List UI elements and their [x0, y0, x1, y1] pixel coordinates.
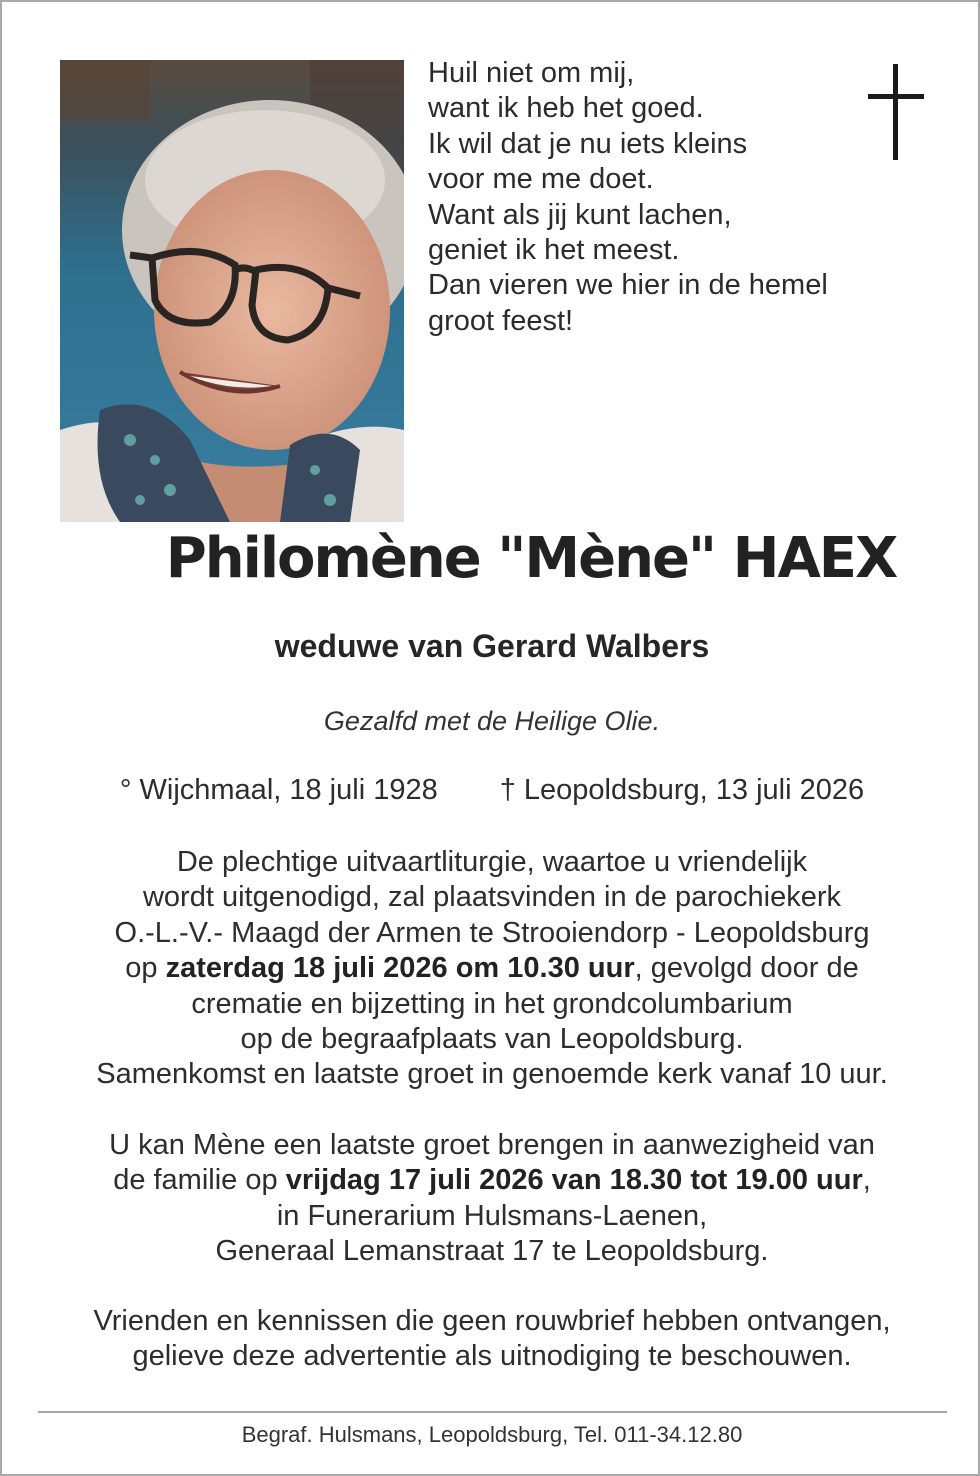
text-segment: de familie op: [113, 1164, 286, 1197]
text-line: Vrienden en kennissen die geen rouwbrief hebben ontvangen,: [93, 1305, 891, 1337]
text-line: gelieve deze advertentie als uitnodiging te beschouwen.: [132, 1340, 852, 1373]
widow-of: weduwe van Gerard Walbers: [274, 628, 710, 664]
text-line: wordt uitgenodigd, zal plaatsvinden in de parochiekerk: [142, 881, 842, 914]
portrait-photo: [60, 60, 404, 522]
text-line: op de begraafplaats van Leopoldsburg.: [240, 1023, 744, 1056]
undertaker-footer: Begraf. Hulsmans, Leopoldsburg, Tel. 011-34.12.80: [241, 1422, 743, 1447]
birth-date: ° Wijchmaal, 18 juli 1928: [119, 774, 438, 806]
text-line: in Funerarium Hulsmans-Laenen,: [276, 1199, 708, 1232]
portrait-image: [60, 60, 404, 522]
poem: [428, 56, 868, 339]
text-line: [2, 1163, 980, 1198]
notice: [2, 1304, 980, 1375]
text-line: [2, 951, 980, 986]
visitation-datetime: vrijdag 17 juli 2026 van 18.30 tot 19.00 uur: [285, 1164, 863, 1197]
text-line: U kan Mène een laatste groet brengen in aanwezigheid van: [109, 1129, 875, 1161]
text-line: De plechtige uitvaartliturgie, waartoe u vriendelijk: [176, 846, 808, 878]
text-segment: ,: [862, 1164, 871, 1197]
death-date: † Leopoldsburg, 13 juli 2026: [499, 774, 865, 806]
funeral-details: [2, 845, 980, 1093]
text-segment: op: [125, 952, 166, 985]
poem-line: Dan vieren we hier in de hemel: [428, 269, 828, 302]
cross-icon: [866, 64, 926, 162]
poem-line: Huil niet om mij,: [428, 57, 635, 89]
poem-line: groot feest!: [428, 304, 574, 337]
text-line: crematie en bijzetting in het grondcolumbarium: [191, 987, 793, 1020]
sacrament-note: Gezalfd met de Heilige Olie.: [323, 706, 661, 736]
text-line: O.-L.-V.- Maagd der Armen te Strooiendorp - Leopoldsburg: [114, 916, 870, 949]
poem-line: geniet ik het meest.: [428, 234, 680, 267]
visitation-details: [2, 1128, 980, 1270]
text-segment: , gevolgd door de: [634, 952, 859, 985]
poem-line: Ik wil dat je nu iets kleins: [428, 127, 748, 160]
poem-line: want ik heb het goed.: [428, 92, 704, 125]
life-dates: [2, 774, 980, 807]
deceased-name: Philomène "Mène" HAEX: [165, 526, 897, 591]
text-line: Generaal Lemanstraat 17 te Leopoldsburg.: [215, 1235, 769, 1268]
poem-line: Want als jij kunt lachen,: [428, 198, 732, 231]
divider: [38, 1411, 947, 1413]
funeral-datetime: zaterdag 18 juli 2026 om 10.30 uur: [165, 952, 635, 985]
poem-line: voor me me doet.: [428, 163, 654, 196]
text-line: Samenkomst en laatste groet in genoemde kerk vanaf 10 uur.: [96, 1058, 888, 1091]
